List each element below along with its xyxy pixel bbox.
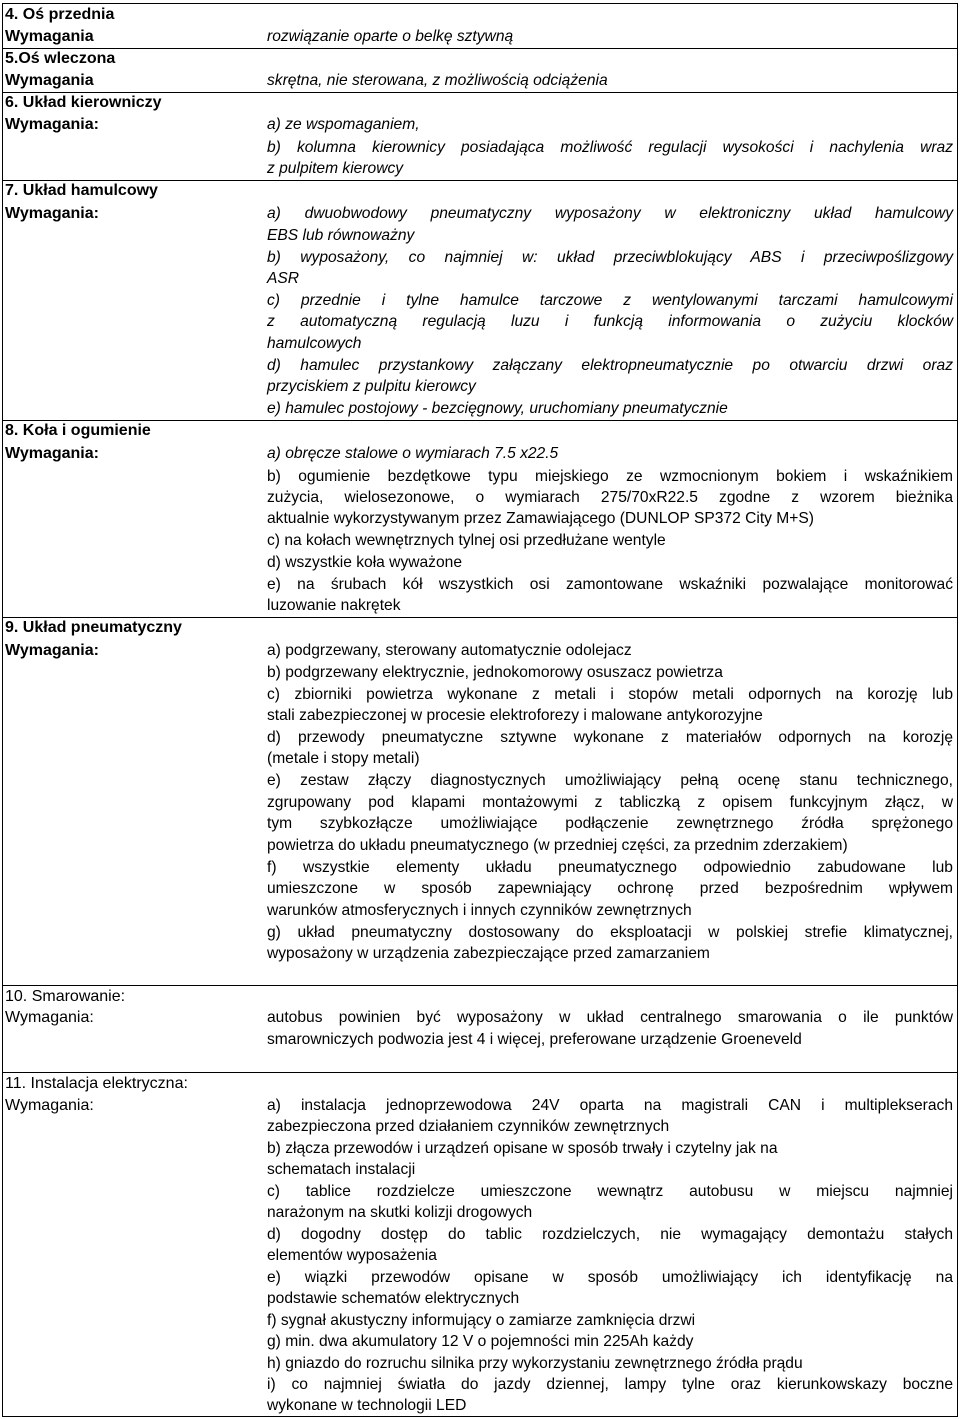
section-requirements-label: Wymagania:: [5, 205, 99, 222]
table-border-bottom: [2, 1416, 958, 1417]
requirement-line: i) co najmniej światła do jazdy dziennej, lampy tylne oraz kierunkowskazy boczne: [267, 1376, 953, 1393]
section-title: 6. Układ kierowniczy: [5, 94, 162, 111]
requirement-line: zabezpieczona przed działaniem czynników zewnętrznych: [267, 1118, 670, 1135]
row-divider: [2, 985, 958, 986]
section-title: 5.Oś wleczona: [5, 50, 116, 67]
requirement-line: d) dogodny dostęp do tablic rozdzielczych, nie wymagający demontażu stałych: [267, 1226, 953, 1243]
requirement-line: c) na kołach wewnętrznych tylnej osi przedłużane wentyle: [267, 532, 666, 549]
requirement-line: aktualnie wykorzystywanym przez Zamawiającego (DUNLOP SP372 City M+S): [267, 510, 814, 527]
requirement-line: c) tablice rozdzielcze umieszczone wewnątrz autobusu w miejscu najmniej: [267, 1183, 953, 1200]
requirement-line: zużycia, wielosezonowe, o wymiarach 275/70xR22.5 zgodne z wzorem bieżnika: [267, 489, 953, 506]
requirement-line: warunków atmosferycznych i innych czynników zewnętrznych: [267, 902, 692, 919]
requirement-line: luzowanie nakrętek: [267, 597, 401, 614]
requirement-line: hamulcowych: [267, 335, 362, 352]
requirement-line: b) wyposażony, co najmniej w: układ przeciwblokujący ABS i przeciwpoślizgowy: [267, 249, 953, 266]
requirement-line: autobus powinien być wyposażony w układ centralnego smarowania o ile punktów: [267, 1009, 953, 1026]
requirement-line: elementów wyposażenia: [267, 1247, 437, 1264]
requirement-line: b) złącza przewodów i urządzeń opisane w sposób trwały i czytelny jak na: [267, 1140, 778, 1157]
requirement-line: a) ze wspomaganiem,: [267, 116, 420, 133]
requirement-line: d) przewody pneumatyczne sztywne wykonane z materiałów odpornych na korozję: [267, 729, 953, 746]
requirement-line: umieszczone w sposób zapewniający ochronę przed bezpośrednim wpływem: [267, 880, 953, 897]
requirement-line: g) układ pneumatyczny dostosowany do eksploatacji w polskiej strefie klimatycznej,: [267, 924, 953, 941]
requirement-line: f) sygnał akustyczny informujący o zamiarze zamknięcia drzwi: [267, 1312, 696, 1329]
requirement-line: a) instalacja jednoprzewodowa 24V oparta na magistrali CAN i multiplekserach: [267, 1097, 953, 1114]
requirement-line: b) ogumienie bezdętkowe typu miejskiego ze wzmocnionym bokiem i wskaźnikiem: [267, 468, 953, 485]
requirement-line: EBS lub równoważny: [267, 227, 415, 244]
requirement-line: zgrupowany pod klapami montażowymi z tabliczką z opisem funkcyjnym złącz, w: [267, 794, 953, 811]
section-title: 4. Oś przednia: [5, 6, 115, 23]
requirement-line: e) hamulec postojowy - bezcięgnowy, uruchomiany pneumatycznie: [267, 400, 728, 417]
requirement-line: ASR: [267, 270, 300, 287]
row-divider: [2, 48, 958, 49]
requirement-line: h) gniazdo do rozruchu silnika przy wykorzystaniu zewnętrznego źródła prądu: [267, 1355, 803, 1372]
section-requirements-label: Wymagania: [5, 28, 94, 45]
requirement-line: rozwiązanie oparte o belkę sztywną: [267, 28, 514, 45]
requirement-line: powietrza do układu pneumatycznego (w przedniej części, za przednim zderzakiem): [267, 837, 848, 854]
requirement-line: e) wiązki przewodów opisane w sposób umożliwiający ich identyfikację na: [267, 1269, 953, 1286]
requirement-line: przyciskiem z pulpitu kierowcy: [267, 378, 476, 395]
requirement-line: z automatyczną regulacją luzu i funkcją informowania o zużyciu klocków: [267, 313, 953, 330]
requirement-line: smarowniczych podwozia jest 4 i więcej, preferowane urządzenie Groeneveld: [267, 1031, 802, 1048]
section-requirements-label: Wymagania:: [5, 116, 99, 133]
requirement-line: c) zbiorniki powietrza wykonane z metali i stopów metali odpornych na korozję lub: [267, 686, 953, 703]
section-title: 9. Układ pneumatyczny: [5, 619, 182, 636]
table-border-right: [957, 3, 958, 1416]
requirement-line: g) min. dwa akumulatory 12 V o pojemności min 225Ah każdy: [267, 1333, 694, 1350]
section-title: 10. Smarowanie:: [5, 988, 126, 1005]
section-requirements-label: Wymagania:: [5, 445, 99, 462]
requirement-line: wyposażony w urządzenia zabezpieczające przed zamarzaniem: [267, 945, 710, 962]
requirement-line: schematach instalacji: [267, 1161, 416, 1178]
table-border-left: [2, 3, 3, 1416]
requirement-line: narażonym na skutki kolizji drogowych: [267, 1204, 533, 1221]
requirement-line: b) kolumna kierownicy posiadająca możliwość regulacji wysokości i nachylenia wraz: [267, 139, 953, 156]
section-title: 11. Instalacja elektryczna:: [5, 1075, 188, 1092]
table-border-top: [2, 3, 958, 4]
requirement-line: (metale i stopy metali): [267, 750, 420, 767]
requirement-line: podstawie schematów elektrycznych: [267, 1290, 520, 1307]
requirement-line: wykonane w technologii LED: [267, 1397, 467, 1414]
requirement-line: a) dwuobwodowy pneumatyczny wyposażony w elektroniczny układ hamulcowy: [267, 205, 953, 222]
requirement-line: z pulpitem kierowcy: [267, 160, 404, 177]
requirement-line: stali zabezpieczonej w procesie elektroforezy i malowane antykorozyjne: [267, 707, 763, 724]
requirement-line: f) wszystkie elementy układu pneumatycznego odpowiednio zabudowane lub: [267, 859, 953, 876]
requirement-line: a) podgrzewany, sterowany automatycznie odolejacz: [267, 642, 632, 659]
section-requirements-label: Wymagania: [5, 72, 94, 89]
requirement-line: d) hamulec przystankowy załączany elektropneumatycznie po otwarciu drzwi oraz: [267, 357, 953, 374]
requirement-line: b) podgrzewany elektrycznie, jednokomorowy osuszacz powietrza: [267, 664, 723, 681]
section-requirements-label: Wymagania:: [5, 1009, 94, 1026]
requirement-line: a) obręcze stalowe o wymiarach 7.5 x22.5: [267, 445, 559, 462]
requirement-line: d) wszystkie koła wyważone: [267, 554, 462, 571]
requirement-line: skrętna, nie sterowana, z możliwością odciążenia: [267, 72, 608, 89]
requirement-line: tym szybkozłącze umożliwiające podłączenie zewnętrznego źródła sprężonego: [267, 815, 953, 832]
section-title: 7. Układ hamulcowy: [5, 182, 158, 199]
requirement-line: e) na śrubach kół wszystkich osi zamontowane wskaźniki pozwalające monitorować: [267, 576, 953, 593]
requirement-line: c) przednie i tylne hamulce tarczowe z wentylowanymi tarczami hamulcowymi: [267, 292, 953, 309]
section-requirements-label: Wymagania:: [5, 1097, 94, 1114]
section-title: 8. Koła i ogumienie: [5, 422, 151, 439]
section-requirements-label: Wymagania:: [5, 642, 99, 659]
requirement-line: e) zestaw złączy diagnostycznych umożliwiający pełną ocenę stanu technicznego,: [267, 772, 953, 789]
